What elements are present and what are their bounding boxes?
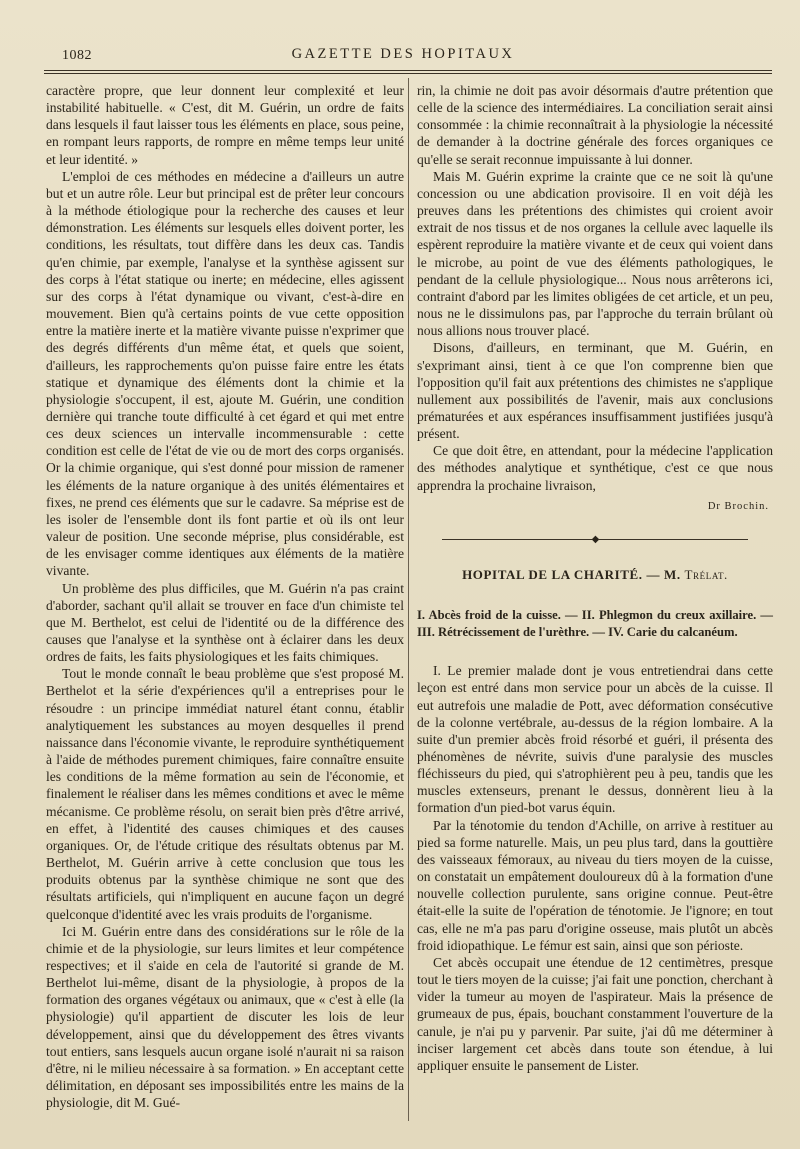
- section-title-text: HOPITAL DE LA CHARITÉ. — M.: [462, 567, 685, 583]
- paragraph: Ce que doit être, en attendant, pour la médecine l'application des méthodes analytique et synthétique, c'est ce que nous apprendra la prochaine livraison,: [417, 443, 773, 493]
- ornament-diamond: ◆: [591, 533, 599, 545]
- header-rule: [44, 73, 772, 74]
- paragraph: Ici M. Guérin entre dans des considérations sur le rôle de la chimie et de la physiologie, sur leurs limites et leur compétence respectives; et il s'aide en cela de l'autorité si grande de M. Berthelot lui-même, disant de la physiologie, à propos de la formation des organes végétaux ou animaux, que « c'est à elle (la physiologie) qu'il appartient de discuter les lois de leur développement, ainsi que du développement des êtres vivants tout entiers, sans lesquels aucun organe isolé n'aurait ni sa raison d'être, ni le milieu nécessaire à sa formation. » En acceptant cette délimitation, en déposant ses impossibilités entre les mains de la physiologie, dit M. Gué-: [46, 923, 404, 1111]
- left-column: [46, 82, 404, 1111]
- author-signature: Dr Brochin.: [707, 500, 769, 512]
- right-column: [417, 82, 773, 1074]
- paragraph: caractère propre, que leur donnent leur complexité et leur instabilité habituelle. « C'est, dit M. Guérin, un ordre de faits dans lesquels il faut laisser tous les éléments en place, sous peine, en rompant leurs rapports, de rompre en même temps leur unité et leur identité. »: [46, 83, 404, 167]
- section-author: Trélat.: [684, 567, 728, 583]
- paragraph: Cet abcès occupait une étendue de 12 centimètres, presque tout le tiers moyen de la cuisse; j'ai fait une ponction, cherchant à vider la tumeur au moyen de l'aspirateur. Mais la présence de grumeaux de pus, épais, bouchant constamment l'ouverture de la canule, je n'ai pu y parvenir. Par suite, j'ai dû me déterminer à inciser largement cet abcès dans toute son étendue, à lui appliquer ensuite le pansement de Lister.: [417, 954, 773, 1073]
- page-header: [30, 38, 776, 72]
- paragraph: Disons, d'ailleurs, en terminant, que M. Guérin, en s'exprimant ainsi, tient à ce que l'on comprenne bien que l'opposition qu'il fait aux prétentions des chimistes ne s'applique nullement aux possibilités de l'avenir, mais aux conclusions prématurées et aux espérances insuffisamment justifiées jusqu'à présent.: [417, 340, 773, 442]
- paragraph: L'emploi de ces méthodes en médecine a d'ailleurs un autre but et un autre rôle. Leur but principal est de prêter leur concours à la méthode étiologique pour la recherche des causes et leur démonstration. Les éléments sur lesquels elles doivent porter, les conditions, les résultats, tout diffère dans les deux cas. Tandis qu'en chimie, par exemple, l'analyse et la synthèse agissent sur des corps à l'état statique ou inerte; en médecine, elles agissent sur des corps à l'état dynamique ou vivant, c'est-à-dire en mouvement. Bien qu'à certains points de vue cette opposition entre la matière inerte et la matière vivante puisse n'exprimer que des degrés différents d'un même état, et quels que soient, d'ailleurs, les rapprochements qu'on puisse faire entre les états statique et dynamique des éléments dont la chimie et la physiologie s'occupent, il est, ajoute M. Guérin, une condition dernière qui tranche toute difficulté à cet égard et qui met entre ces deux sciences un intervalle incommensurable : cette condition est celle de l'état de vie ou de mort des corps organisés. Or la chimie organique, qui s'est donné pour mission de ramener les éléments de la nature organique à des unités élémentaires et fixes, ne prend ces éléments que sur le cadavre. Sa méprise est de les isoler de l'ensemble dont ils font partie et où ils ont leur valeur de position. Une seconde méprise, plus considérable, est de les envisager comme identiques aux éléments de la matière vivante.: [46, 168, 404, 579]
- paragraph: Un problème des plus difficiles, que M. Guérin n'a pas craint d'aborder, sachant qu'il allait se trouver en face d'un chimiste tel que M. Berthelot, est celui de l'identité ou de la différence des causes que l'analyse et la synthèse ont à éclairer dans les deux ordres de faits, les faits physiologiques et les faits chimiques.: [46, 580, 404, 665]
- lesson-summary: I. Abcès froid de la cuisse. — II. Phlegmon du creux axillaire. — III. Rétrécissement de l'urèthre. — IV. Carie du calcanéum.: [417, 608, 773, 639]
- paragraph: Tout le monde connaît le beau problème que s'est proposé M. Berthelot et la série d'expériences qu'il a entreprises pour le résoudre : un principe immédiat naturel étant connu, établir analytiquement les substances au moyen desquelles il prend naissance dans l'économie vivante, le reproduire synthétiquement à l'aide de méthodes purement chimiques, faire connaître ensuite les conditions de la même formation au sein de l'économie, et finalement le réaliser dans les mêmes conditions et avec le même mécanisme. Ce problème résolu, on serait bien près d'être arrivé, en effet, à l'identité des causes chimiques et des causes organiques. Or, de l'étude critique des résultats obtenus par M. Berthelot, M. Guérin arrive à cette conclusion que tous les produits obtenus par la synthèse chimique ne sont que des résultats artificiels, qui n'impliquent en aucune façon un degré quelconque d'identité avec les vrais produits de l'organisme.: [46, 666, 404, 922]
- section-ornament: [417, 531, 773, 548]
- header-rule: [44, 70, 772, 71]
- paragraph: rin, la chimie ne doit pas avoir désormais d'autre prétention que celle de la science des intermédiaires. La conciliation serait ainsi consommée : la chimie reconnaîtrait à la physiologie la nécessité de demander à la doctrine générale des forces organiques ce qu'elle se serait reconnue impuissante à lui donner.: [417, 83, 773, 167]
- paragraph: Mais M. Guérin exprime la crainte que ce ne soit là qu'une concession ou une abdication provisoire. Il en voit déjà les preuves dans les prétentions des chimistes qui croient avoir extrait de nos tissus et de nos organes la cellule avec laquelle ils espèrent reproduire la matière vivante et de ceux qui voient dans le microbe, au point de vue des éléments pathologiques, le pendant de la cellule physiologique... Nous nous arrêterons ici, contraint d'abord par les limites obligées de cet article, et un peu, nous ne le dissimulons pas, par l'approche du terrain brûlant où nous allions nous trouver placé.: [417, 168, 773, 339]
- paragraph: Par la ténotomie du tendon d'Achille, on arrive à restituer au pied sa forme naturelle. Mais, un peu plus tard, dans la gouttière des vaisseaux fémoraux, au niveau du tiers moyen de la cuisse, on constatait un empâtement douloureux dû à la formation d'une nouvelle collection purulente, sans origine connue. Peut-être était-elle la suite de l'opération de ténotomie. Je l'ignore; en tout cas, elle ne m'a pas paru d'origine osseuse, mais plutôt un abcès froid idiopathique. Le fémur est sain, ainsi que son périoste.: [417, 817, 773, 953]
- paragraph: I. Le premier malade dont je vous entretiendrai dans cette leçon est entré dans mon service pour un abcès de la cuisse. Il eut autrefois une maladie de Pott, avec déformation consécutive de la colonne vertébrale, au-dessus de la région lombaire. A la suite d'un premier abcès froid résorbé et guéri, il présenta des phénomènes de névrite, suivis d'une paralysie des muscles fléchisseurs du pied, qui s'atrophièrent peu à peu, tandis que les muscles extenseurs, prenant le dessus, donnèrent lieu à la formation d'un pied-bot varus équin.: [417, 663, 773, 816]
- section-title: [417, 566, 773, 583]
- page-number: 1082: [62, 48, 92, 63]
- column-divider: [408, 78, 409, 1121]
- journal-title: GAZETTE DES HOPITAUX: [291, 46, 515, 62]
